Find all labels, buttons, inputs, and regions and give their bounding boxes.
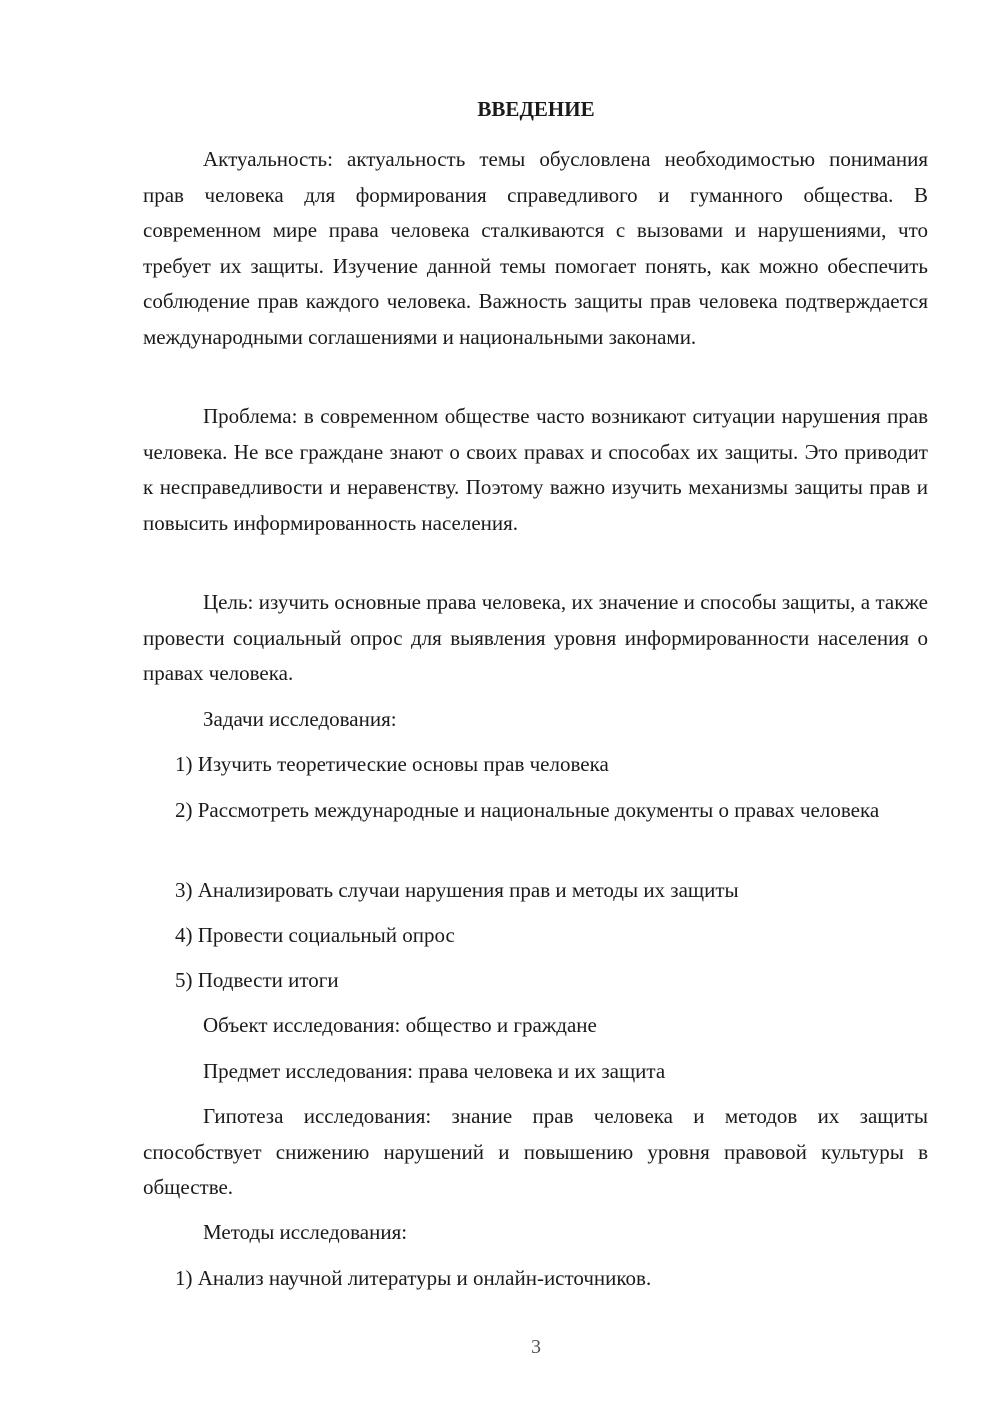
paragraph-hypothesis: Гипотеза исследования: знание прав человека и методов их защиты способствует снижению нарушений и повышению уровня правовой культуры в обществе.	[143, 1104, 928, 1199]
tasks-label: Задачи исследования:	[203, 707, 397, 731]
subject-line: Предмет исследования: права человека и их защита	[203, 1059, 666, 1083]
paragraph-problem: Проблема: в современном обществе часто возникают ситуации нарушения прав человека. Не все граждане знают о своих правах и способах их защиты. Это приводит к несправедливости и неравенству. Поэтому важно изучить механизмы защиты прав и повысить информированность населения.	[143, 404, 928, 535]
paragraph-relevance: Актуальность: актуальность темы обусловлена необходимостью понимания прав человека для формирования справедливого и гуманного общества. В современном мире права человека сталкиваются с вызовами и нарушениями, что требует их защиты. Изучение данной темы помогает понять, как можно обеспечить соблюдение прав каждого человека. Важность защиты прав человека подтверждается международными соглашениями и национальными законами.	[143, 147, 928, 349]
section-heading: ВВЕДЕНИЕ	[477, 97, 595, 121]
list-item: 5) Подвести итоги	[175, 968, 339, 992]
methods-label: Методы исследования:	[203, 1220, 408, 1244]
list-item: 1) Анализ научной литературы и онлайн-источников.	[175, 1266, 652, 1290]
list-item: 2) Рассмотреть международные и национальные документы о правах человека	[175, 798, 880, 822]
list-item: 4) Провести социальный опрос	[175, 923, 455, 947]
paragraph-goal: Цель: изучить основные права человека, их значение и способы защиты, а также провести социальный опрос для выявления уровня информированности населения о правах человека.	[143, 590, 928, 685]
list-item: 1) Изучить теоретические основы прав человека	[175, 752, 609, 776]
object-line: Объект исследования: общество и граждане	[203, 1013, 597, 1037]
list-item: 3) Анализировать случаи нарушения прав и методы их защиты	[175, 878, 739, 902]
page-number: 3	[531, 1336, 541, 1358]
